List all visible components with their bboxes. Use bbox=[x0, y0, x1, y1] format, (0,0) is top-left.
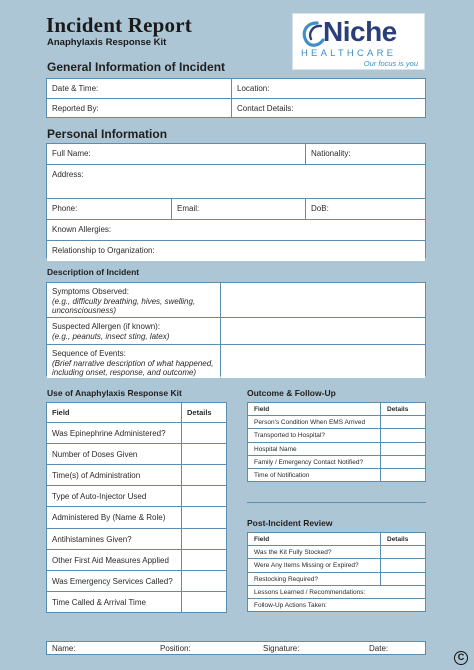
outcome-row-label: Family / Emergency Contact Notified? bbox=[248, 456, 380, 468]
review-row-label: Was the Kit Fully Stocked? bbox=[248, 546, 380, 558]
symptoms-label bbox=[47, 283, 220, 317]
kit-row-label: Time Called & Arrival Time bbox=[47, 592, 181, 612]
kit-row-input[interactable] bbox=[182, 529, 226, 549]
outcome-row-input[interactable] bbox=[381, 429, 425, 441]
review-row-input[interactable] bbox=[381, 573, 425, 585]
phone-field[interactable]: Phone: bbox=[47, 199, 171, 219]
personal-heading: Personal Information bbox=[47, 127, 168, 141]
outcome-col-details: Details bbox=[381, 403, 425, 415]
outcome-col-field: Field bbox=[248, 403, 380, 415]
review-row-label: Were Any Items Missing or Expired? bbox=[248, 559, 380, 571]
kit-row-input[interactable] bbox=[182, 444, 226, 464]
relationship-field[interactable]: Relationship to Organization: bbox=[47, 241, 425, 261]
outcome-row-input[interactable] bbox=[381, 456, 425, 468]
logo-healthcare: HEALTHCARE bbox=[301, 48, 397, 59]
kit-row-label: Was Epinephrine Administered? bbox=[47, 423, 181, 443]
kit-row-label: Antihistamines Given? bbox=[47, 529, 181, 549]
personal-table bbox=[46, 143, 426, 258]
kit-row-label: Time(s) of Administration bbox=[47, 465, 181, 485]
kit-row-label: Type of Auto-Injector Used bbox=[47, 486, 181, 506]
review-heading: Post-Incident Review bbox=[247, 518, 333, 528]
kit-heading: Use of Anaphylaxis Response Kit bbox=[47, 388, 182, 398]
page-title: Incident Report bbox=[46, 13, 192, 37]
allergen-label bbox=[47, 318, 220, 344]
section-divider bbox=[247, 502, 426, 503]
kit-row-input[interactable] bbox=[182, 592, 226, 612]
location-field[interactable]: Location: bbox=[232, 79, 425, 98]
known-allergies-field[interactable]: Known Allergies: bbox=[47, 220, 425, 240]
general-heading: General Information of Incident bbox=[47, 60, 226, 74]
sequence-label bbox=[47, 345, 220, 378]
nationality-field[interactable]: Nationality: bbox=[306, 144, 425, 164]
outcome-row-label: Transported to Hospital? bbox=[248, 429, 380, 441]
kit-row-label: Administered By (Name & Role) bbox=[47, 507, 181, 527]
allergen-input[interactable] bbox=[221, 318, 425, 344]
contact-details-field[interactable]: Contact Details: bbox=[232, 99, 425, 118]
reported-by-field[interactable]: Reported By: bbox=[47, 99, 231, 118]
signoff-signature[interactable]: Signature: bbox=[263, 644, 300, 653]
outcome-row-label: Hospital Name bbox=[248, 443, 380, 455]
review-table bbox=[247, 532, 426, 612]
kit-row-label: Number of Doses Given bbox=[47, 444, 181, 464]
follow-up-actions-field[interactable]: Follow-Up Actions Taken: bbox=[248, 599, 425, 611]
outcome-row-label: Person's Condition When EMS Arrived bbox=[248, 416, 380, 428]
symptoms-hint: (e.g., difficulty breathing, hives, swelling, unconsciousness) bbox=[52, 296, 196, 316]
page-subtitle: Anaphylaxis Response Kit bbox=[47, 37, 167, 48]
copyright-icon: C bbox=[454, 651, 468, 665]
outcome-row-input[interactable] bbox=[381, 443, 425, 455]
kit-row-label: Other First Aid Measures Applied bbox=[47, 550, 181, 570]
kit-row-input[interactable] bbox=[182, 571, 226, 591]
review-col-field: Field bbox=[248, 533, 380, 545]
signoff-name[interactable]: Name: bbox=[52, 644, 76, 653]
address-field[interactable]: Address: bbox=[47, 165, 425, 198]
kit-row-label: Was Emergency Services Called? bbox=[47, 571, 181, 591]
logo-brand: Niche bbox=[323, 16, 397, 47]
review-col-details: Details bbox=[381, 533, 425, 545]
kit-table bbox=[46, 402, 227, 613]
description-heading: Description of Incident bbox=[47, 267, 140, 277]
review-row-input[interactable] bbox=[381, 559, 425, 571]
kit-row-input[interactable] bbox=[182, 423, 226, 443]
sequence-hint: (Brief narrative description of what happened, including onset, response, and outcome) bbox=[52, 358, 214, 378]
description-table bbox=[46, 282, 426, 376]
logo-tagline: Our focus is you bbox=[363, 59, 418, 68]
full-name-field[interactable]: Full Name: bbox=[47, 144, 305, 164]
outcome-row-input[interactable] bbox=[381, 469, 425, 481]
general-table bbox=[46, 78, 426, 118]
kit-row-input[interactable] bbox=[182, 465, 226, 485]
allergen-hint: (e.g., peanuts, insect sting, latex) bbox=[52, 331, 170, 341]
symptoms-input[interactable] bbox=[221, 283, 425, 317]
kit-col-details: Details bbox=[182, 403, 226, 422]
email-field[interactable]: Email: bbox=[172, 199, 305, 219]
lessons-learned-field[interactable]: Lessons Learned / Recommendations: bbox=[248, 586, 425, 598]
date-time-field[interactable]: Date & Time: bbox=[47, 79, 231, 98]
review-row-input[interactable] bbox=[381, 546, 425, 558]
kit-row-input[interactable] bbox=[182, 486, 226, 506]
kit-row-input[interactable] bbox=[182, 550, 226, 570]
outcome-row-input[interactable] bbox=[381, 416, 425, 428]
company-logo bbox=[292, 13, 425, 70]
signoff-bar bbox=[46, 641, 426, 655]
review-row-label: Restocking Required? bbox=[248, 573, 380, 585]
sequence-title: Sequence of Events: bbox=[52, 349, 126, 358]
outcome-table bbox=[247, 402, 426, 482]
kit-row-input[interactable] bbox=[182, 507, 226, 527]
outcome-row-label: Time of Notification bbox=[248, 469, 380, 481]
symptoms-title: Symptoms Observed: bbox=[52, 287, 129, 296]
allergen-title: Suspected Allergen (if known): bbox=[52, 322, 161, 331]
outcome-heading: Outcome & Follow-Up bbox=[247, 388, 336, 398]
signoff-position[interactable]: Position: bbox=[160, 644, 191, 653]
dob-field[interactable]: DoB: bbox=[306, 199, 425, 219]
kit-col-field: Field bbox=[47, 403, 181, 422]
sequence-input[interactable] bbox=[221, 345, 425, 378]
signoff-date[interactable]: Date: bbox=[369, 644, 389, 653]
